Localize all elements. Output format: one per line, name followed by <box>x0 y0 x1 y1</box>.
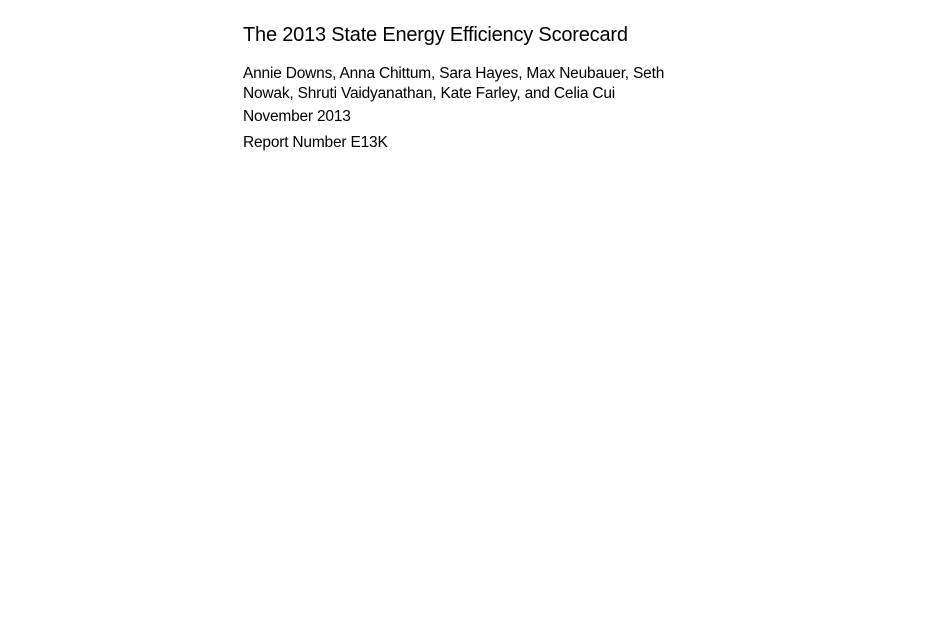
publication-date: November 2013 <box>243 108 351 125</box>
report-number: Report Number E13K <box>243 134 388 151</box>
author-line: Annie Downs, Anna Chittum, Sara Hayes, Max Neubauer, Seth <box>243 65 665 82</box>
author-line: Nowak, Shruti Vaidyanathan, Kate Farley, and Celia Cui <box>243 84 616 102</box>
title-page-block <box>243 22 703 153</box>
document-title: The 2013 State Energy Efficiency Scorecard <box>243 24 628 46</box>
author-list <box>243 64 703 103</box>
